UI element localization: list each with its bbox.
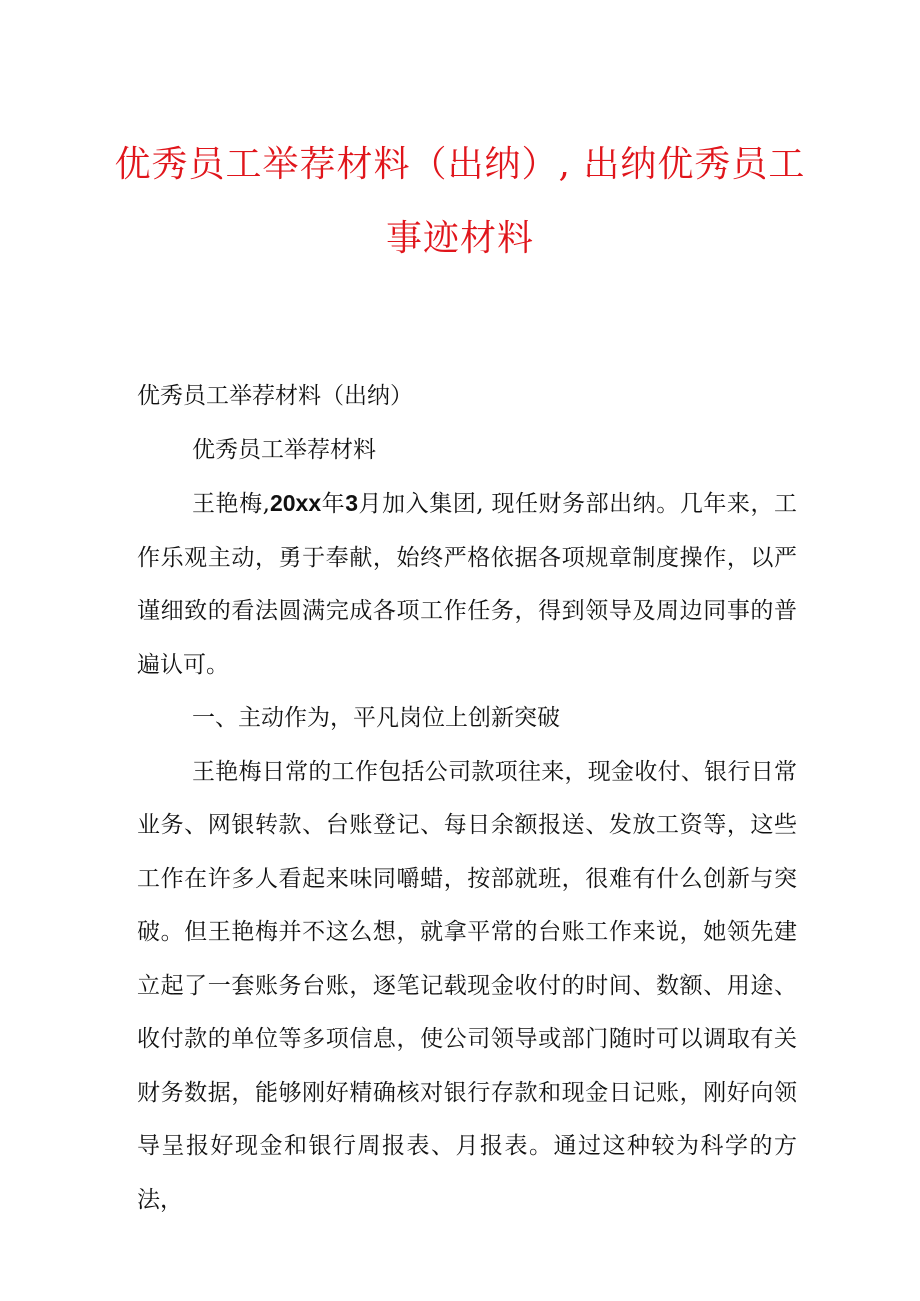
document-body	[137, 370, 797, 1227]
section-one-heading: 一、主动作为，平凡岗位上创新突破	[192, 705, 560, 731]
intro-year: 20xx	[269, 490, 322, 516]
document-title: 优秀员工举荐材料（出纳）, 出纳优秀员工事迹材料	[114, 144, 806, 259]
section-one-paragraph: 王艳梅日常的工作包括公司款项往来，现金收付、银行日常业务、网银转款、台账登记、每日余额报送、发放工资等，这些工作在许多人看起来味同嚼蜡，按部就班，很难有什么创新与突破。但王艳梅并不这么想，就拿平常的台账工作来说，她领先建立起了一套账务台账，逐笔记载现金收付的时间、数额、用途、收付款的单位等多项信息，使公司领导或部门随时可以调取有关财务数据，能够刚好精确核对银行存款和现金日记账，刚好向领导呈报好现金和银行周报表、月报表。通过这种较为科学的方法，	[137, 758, 797, 1213]
document-heading: 优秀员工举荐材料	[192, 436, 376, 463]
intro-year-suffix: 年	[321, 491, 346, 517]
intro-paragraph	[137, 477, 797, 692]
document-subtitle: 优秀员工举荐材料（出纳）	[137, 383, 413, 409]
intro-rest: 月加入集团, 现任财务部出纳。几年来，工作乐观主动，勇于奉献，始终严格依据各项规章制度操作，以严谨细致的看法圆满完成各项工作任务，得到领导及周边同事的普遍认可。	[137, 491, 798, 678]
intro-name: 王艳梅,	[192, 491, 270, 517]
intro-month: 3	[345, 490, 359, 516]
